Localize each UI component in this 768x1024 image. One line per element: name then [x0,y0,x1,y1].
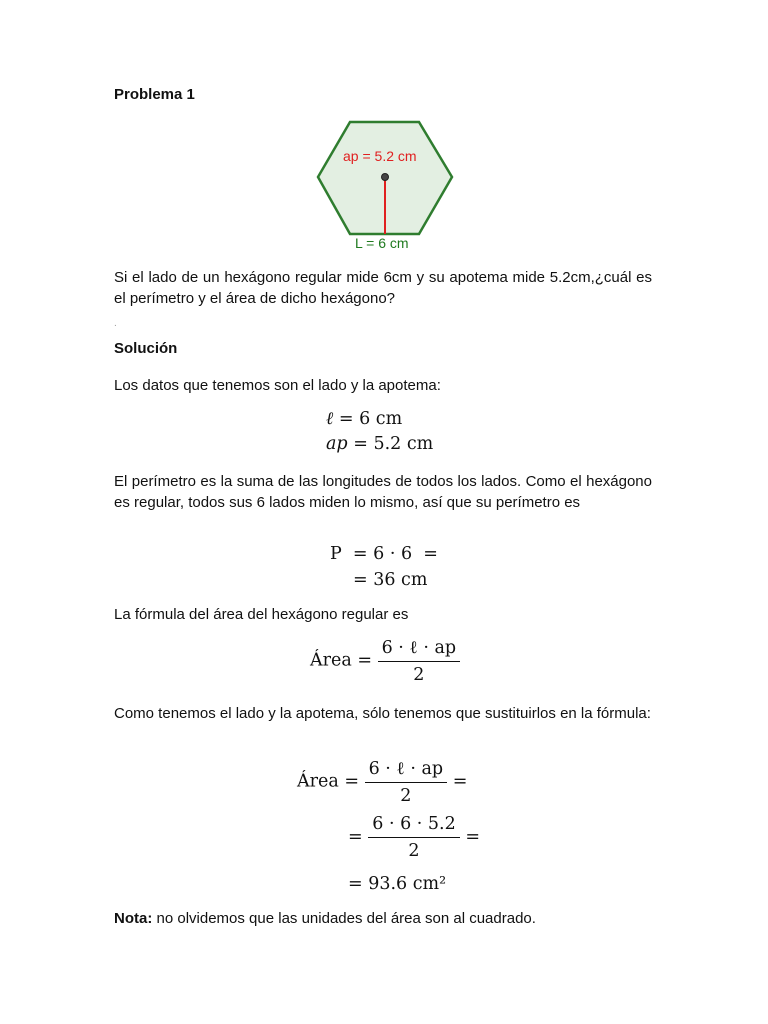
apothem-value: = 5.2 cm [353,434,434,454]
apothem-label: ap = 5.2 cm [343,148,417,164]
area-formula-text: La fórmula del área del hexágono regular es [114,606,409,623]
area-formula-numerator: 6 · ℓ · ap [378,637,461,662]
substitute-text: Como tenemos el lado y la apotema, sólo tenemos que sustituirlos en la fórmula: [114,705,651,722]
area-calc-fraction1 [365,758,448,806]
side-label: L = 6 cm [355,235,409,251]
area-calc-numerator1: 6 · ℓ · ap [365,758,448,783]
note [114,909,652,930]
area-formula [310,637,460,685]
data-eq-side [326,408,402,429]
note-text: no olvidemos que las unidades del área son al cuadrado. [152,910,536,927]
side-value: = 6 cm [338,409,403,429]
area-calc-fraction2 [368,814,459,861]
area-calc-result: = 93.6 cm² [348,874,447,894]
area-calc-lhs: Área = [297,771,360,792]
perimeter-eq-line1: P = 6 · 6 = [330,544,438,564]
area-calc-eq1: = [452,771,468,792]
area-formula-denominator: 2 [413,665,425,685]
area-calc-denominator1: 2 [400,786,412,806]
problem-text: Si el lado de un hexágono regular mide 6cm y su apotema mide 5.2cm,¿cuál es el perímetro y el área de dicho hexágono? [114,269,652,307]
solution-title: Solución [114,340,178,357]
area-calc-line1 [297,758,467,806]
stray-mark: . [114,318,117,329]
area-calc-numerator2: 6 · 6 · 5.2 [368,814,459,838]
area-formula-fraction [378,637,461,685]
area-formula-lhs: Área = [310,650,373,671]
area-calc-line2 [348,814,480,861]
problem-title: Problema 1 [114,86,195,103]
side-var: ℓ [326,409,334,429]
perimeter-text: El perímetro es la suma de las longitudes de todos los lados. Como el hexágono es regular, todos sus 6 lados miden lo mismo, así que su perímetro es [114,473,652,511]
area-calc-denominator2: 2 [408,841,420,861]
data-eq-apothem [326,434,433,454]
perimeter-eq-line2: = 36 cm [353,570,428,590]
area-calc-eq2: = [465,827,480,847]
data-intro: Los datos que tenemos son el lado y la apotema: [114,377,441,394]
apothem-var: ap [326,434,348,454]
note-label: Nota: [114,910,153,927]
center-point [382,174,389,181]
area-calc-eq-left: = [348,827,363,847]
